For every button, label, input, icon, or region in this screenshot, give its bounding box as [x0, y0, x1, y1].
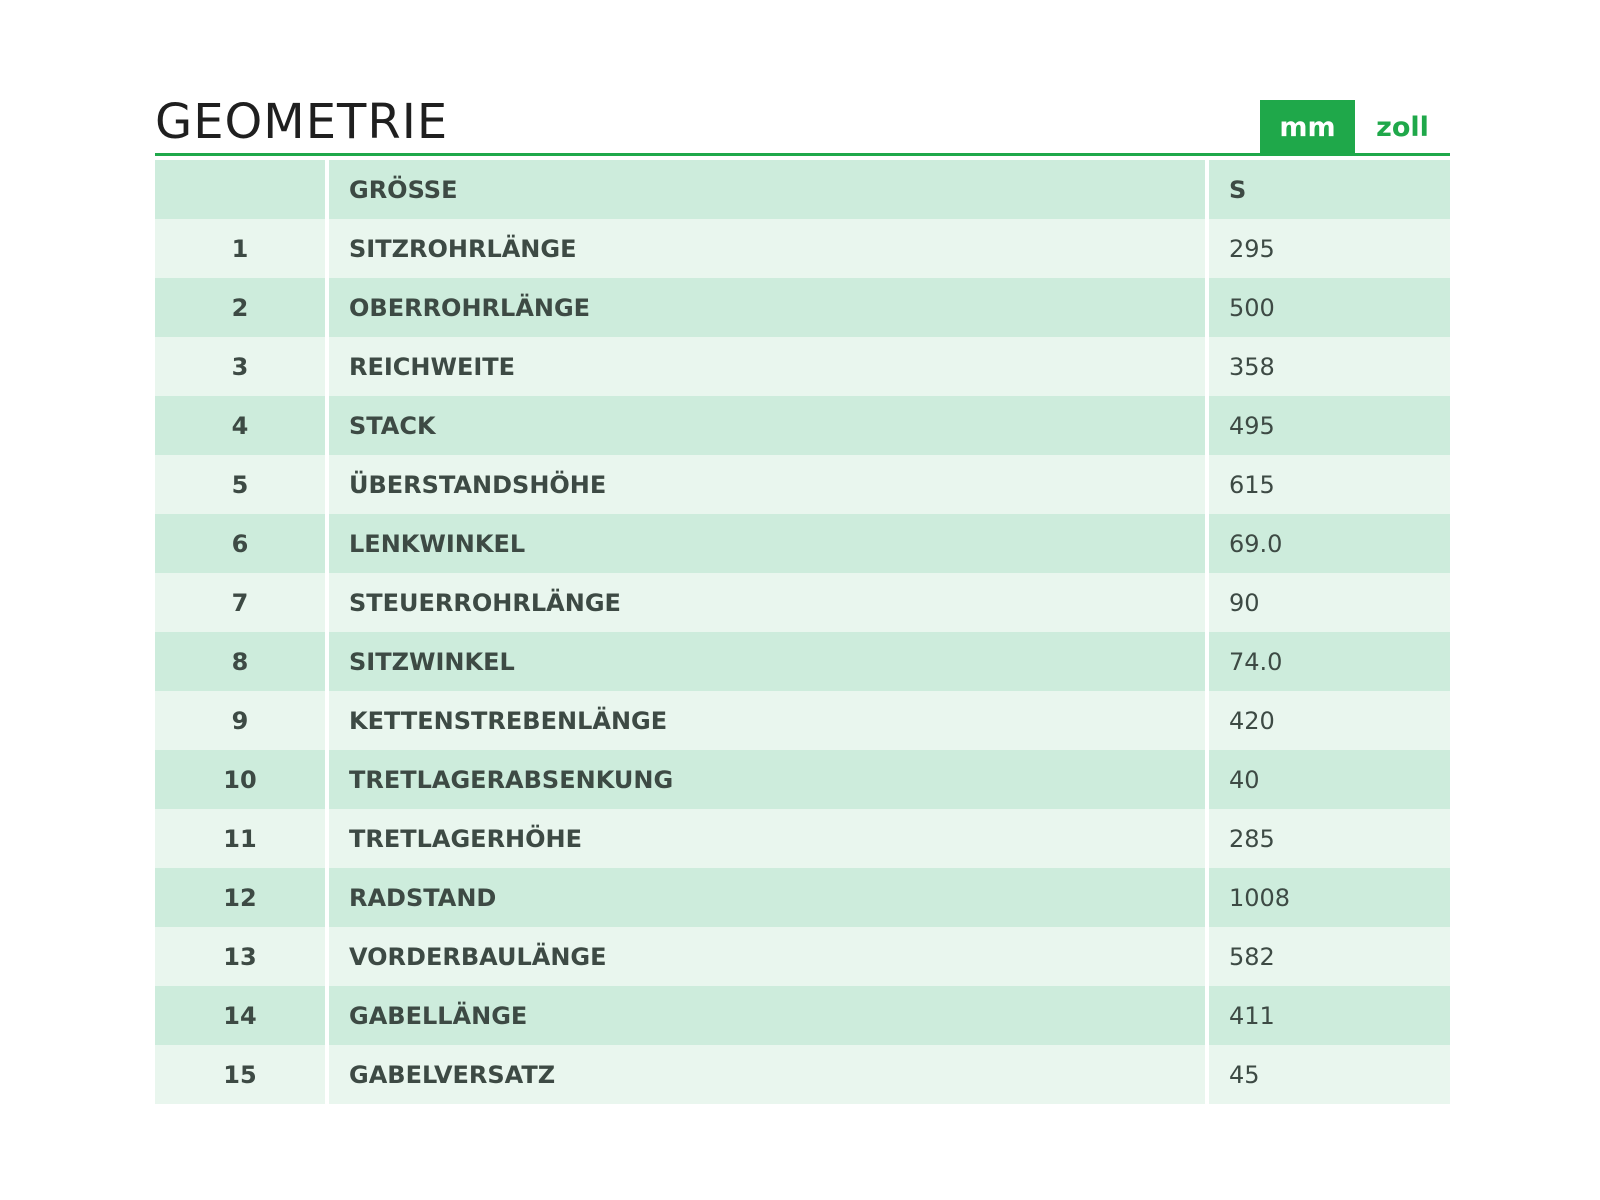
table-row	[155, 278, 1450, 337]
row-number: 11	[155, 809, 325, 868]
row-number: 8	[155, 632, 325, 691]
table-row	[155, 927, 1450, 986]
header-size-label: GRÖSSE	[329, 160, 1205, 219]
unit-zoll-button[interactable]: zoll	[1376, 111, 1429, 143]
unit-toggle	[1260, 100, 1450, 154]
header-size-value: S	[1209, 160, 1450, 219]
row-label: LENKWINKEL	[329, 514, 1205, 573]
row-value: 411	[1209, 986, 1450, 1045]
row-value: 285	[1209, 809, 1450, 868]
table-row	[155, 632, 1450, 691]
row-value: 45	[1209, 1045, 1450, 1104]
table-row	[155, 573, 1450, 632]
row-label: STACK	[329, 396, 1205, 455]
row-label: OBERROHRLÄNGE	[329, 278, 1205, 337]
row-label: GABELVERSATZ	[329, 1045, 1205, 1104]
row-label: RADSTAND	[329, 868, 1205, 927]
row-label: TRETLAGERHÖHE	[329, 809, 1205, 868]
row-value: 500	[1209, 278, 1450, 337]
table-row	[155, 868, 1450, 927]
table-row	[155, 691, 1450, 750]
row-label: VORDERBAULÄNGE	[329, 927, 1205, 986]
row-label: ÜBERSTANDSHÖHE	[329, 455, 1205, 514]
row-number: 14	[155, 986, 325, 1045]
table-row	[155, 219, 1450, 278]
row-value: 358	[1209, 337, 1450, 396]
geometry-table	[155, 160, 1450, 1104]
table-row	[155, 750, 1450, 809]
row-label: STEUERROHRLÄNGE	[329, 573, 1205, 632]
row-value: 74.0	[1209, 632, 1450, 691]
row-number: 3	[155, 337, 325, 396]
table-row	[155, 514, 1450, 573]
row-label: SITZWINKEL	[329, 632, 1205, 691]
row-value: 40	[1209, 750, 1450, 809]
row-number: 10	[155, 750, 325, 809]
page-title: GEOMETRIE	[155, 94, 449, 150]
row-number: 15	[155, 1045, 325, 1104]
row-value: 295	[1209, 219, 1450, 278]
unit-mm-button[interactable]: mm	[1260, 100, 1355, 154]
row-value: 582	[1209, 927, 1450, 986]
table-row	[155, 1045, 1450, 1104]
row-number: 12	[155, 868, 325, 927]
row-number: 9	[155, 691, 325, 750]
row-number: 5	[155, 455, 325, 514]
row-value: 615	[1209, 455, 1450, 514]
row-label: KETTENSTREBENLÄNGE	[329, 691, 1205, 750]
row-value: 69.0	[1209, 514, 1450, 573]
row-number: 7	[155, 573, 325, 632]
title-divider	[155, 153, 1450, 156]
row-value: 495	[1209, 396, 1450, 455]
table-row	[155, 809, 1450, 868]
table-header-row	[155, 160, 1450, 219]
row-number: 13	[155, 927, 325, 986]
row-number: 1	[155, 219, 325, 278]
row-number: 6	[155, 514, 325, 573]
row-number: 4	[155, 396, 325, 455]
table-row	[155, 986, 1450, 1045]
header-number-cell	[155, 160, 325, 219]
row-label: TRETLAGERABSENKUNG	[329, 750, 1205, 809]
row-value: 90	[1209, 573, 1450, 632]
row-value: 420	[1209, 691, 1450, 750]
row-label: SITZROHRLÄNGE	[329, 219, 1205, 278]
row-label: REICHWEITE	[329, 337, 1205, 396]
row-value: 1008	[1209, 868, 1450, 927]
table-row	[155, 337, 1450, 396]
table-row	[155, 455, 1450, 514]
row-label: GABELLÄNGE	[329, 986, 1205, 1045]
table-row	[155, 396, 1450, 455]
row-number: 2	[155, 278, 325, 337]
